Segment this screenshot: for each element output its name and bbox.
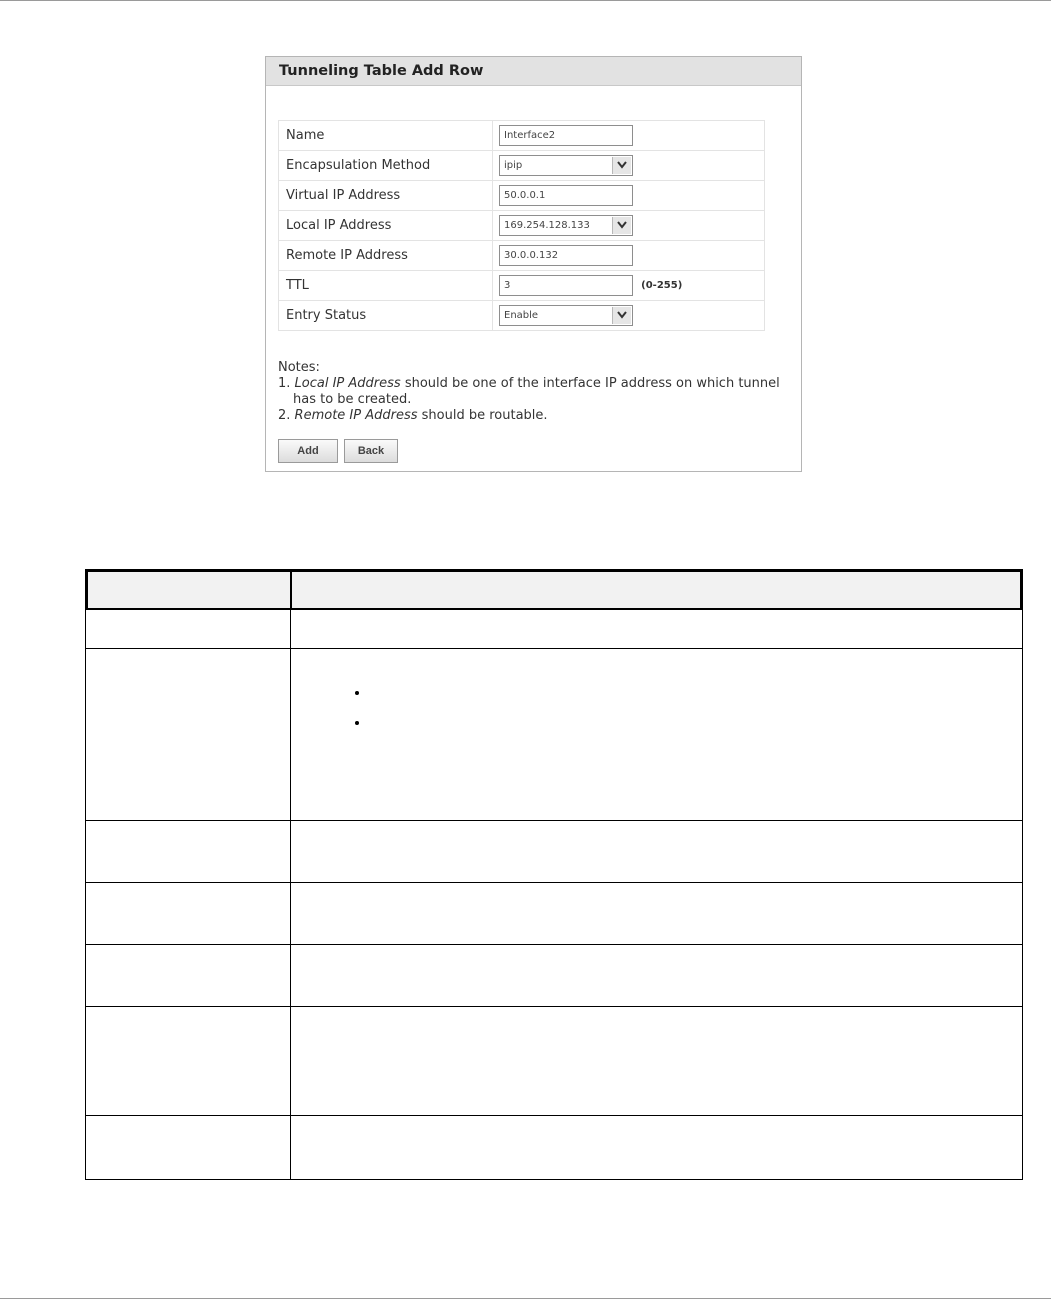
remote-ip-input[interactable]: 30.0.0.132 bbox=[499, 245, 633, 266]
form-row-entry-status bbox=[279, 301, 765, 331]
table-row-divider bbox=[86, 820, 1022, 821]
notes bbox=[278, 360, 788, 424]
name-label: Name bbox=[279, 121, 493, 151]
table-row-divider bbox=[86, 1115, 1022, 1116]
encapsulation-label: Encapsulation Method bbox=[279, 151, 493, 181]
page-bottom-rule bbox=[0, 1298, 1051, 1299]
form-row-ttl bbox=[279, 271, 765, 301]
description-table bbox=[85, 569, 1023, 1180]
form-row-remote-ip bbox=[279, 241, 765, 271]
ttl-input[interactable]: 3 bbox=[499, 275, 633, 296]
form-row-local-ip bbox=[279, 211, 765, 241]
table-row-divider bbox=[86, 648, 1022, 649]
virtual-ip-input[interactable]: 50.0.0.1 bbox=[499, 185, 633, 206]
table-row-divider bbox=[86, 1006, 1022, 1007]
header-column-divider bbox=[290, 572, 292, 608]
form-row-virtual-ip bbox=[279, 181, 765, 211]
virtual-ip-label: Virtual IP Address bbox=[279, 181, 493, 211]
form-table bbox=[278, 120, 765, 331]
note-2: 2. Remote IP Address should be routable. bbox=[278, 408, 548, 423]
local-ip-select[interactable] bbox=[499, 215, 633, 236]
form-row-encapsulation bbox=[279, 151, 765, 181]
encapsulation-value: ipip bbox=[504, 160, 523, 171]
panel-title: Tunneling Table Add Row bbox=[266, 57, 801, 86]
add-button[interactable]: Add bbox=[278, 439, 338, 463]
table-row-divider bbox=[86, 882, 1022, 883]
note-1-emphasis: Local IP Address bbox=[294, 376, 401, 391]
chevron-down-icon[interactable] bbox=[612, 157, 631, 174]
page-top-rule bbox=[0, 0, 1051, 1]
ttl-label: TTL bbox=[279, 271, 493, 301]
bullet-icon bbox=[355, 691, 359, 695]
notes-heading: Notes: bbox=[278, 360, 320, 375]
name-input[interactable]: Interface2 bbox=[499, 125, 633, 146]
back-button[interactable]: Back bbox=[344, 439, 398, 463]
entry-status-select[interactable] bbox=[499, 305, 633, 326]
table-column-divider bbox=[290, 570, 291, 1179]
bullet-icon bbox=[355, 721, 359, 725]
remote-ip-label: Remote IP Address bbox=[279, 241, 493, 271]
chevron-down-icon[interactable] bbox=[612, 217, 631, 234]
local-ip-label: Local IP Address bbox=[279, 211, 493, 241]
local-ip-value: 169.254.128.133 bbox=[504, 220, 590, 231]
entry-status-value: Enable bbox=[504, 310, 539, 321]
table-header-row bbox=[86, 570, 1022, 610]
ttl-range-hint: (0-255) bbox=[641, 280, 683, 291]
form-row-name bbox=[279, 121, 765, 151]
note-2-emphasis: Remote IP Address bbox=[294, 408, 418, 423]
tunneling-add-row-panel bbox=[265, 56, 802, 472]
table-row-divider bbox=[86, 944, 1022, 945]
note-1-continued: has to be created. bbox=[293, 392, 412, 407]
entry-status-label: Entry Status bbox=[279, 301, 493, 331]
note-1: 1. Local IP Address should be one of the interface IP address on which tunnel bbox=[278, 376, 780, 391]
encapsulation-select[interactable] bbox=[499, 155, 633, 176]
chevron-down-icon[interactable] bbox=[612, 307, 631, 324]
